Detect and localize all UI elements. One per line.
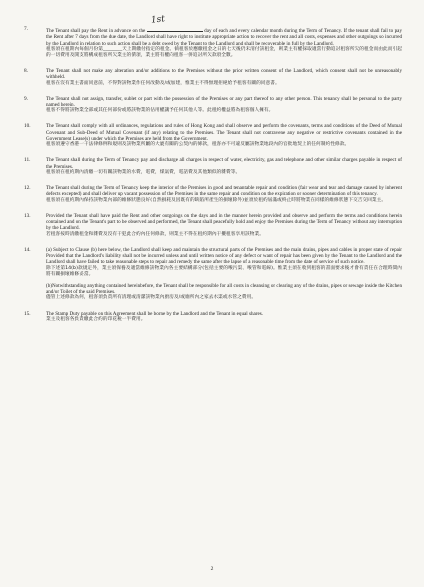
clause-english: The Tenant shall during the Term of Tenancy keep the interior of the Premises in good and tenantable repair and condition (fair wear and tear and damage caused by inherent defects excepted) and shall deliver up vacant possession of the Premises in the same repair and condition on the expiration or sooner determination of this tenancy.	[46, 185, 402, 198]
clause-chinese: 租客須在租期內每個月份第________天上期繳付指定的租金。倘租客於應繳租金之日的七天後仍未清付該租金，則業主有權採取適當行動追討租客所欠的租金而由此而引起的一切費用及開支將構成租客所欠業主的債項，業主將有權向租客一併追討所欠款項全數。	[46, 46, 402, 58]
clause-english: The Tenant shall not assign, transfer, sublet or part with the possession of the Premises or any part thereof to any other person. This tenancy shall be personal to the party named herein.	[46, 95, 402, 109]
clause-chinese: 租客不得將該物業全部或其任何部份或將該物業的佔用權讓予任何其他人等。此租約權益將為租客個人擁有。	[46, 108, 274, 114]
clause-11	[22, 157, 402, 176]
clause-english: Provided the Tenant shall have paid the Rent and other outgoings on the days and in the manner herein provided and observe and perform the terms and conditions herein contained and on the Tenant's part to be observed and performed, the Tenant shall peacefully hold and enjoy the Premises during the Term of Tenancy without any interruption by the Landlord.	[46, 212, 402, 232]
clause-chinese: 租客在沒有業主書面同意前，不得對該物業作任何改動及/或加建，惟業主不得無理拒絕給予租客有關的同意書。	[46, 80, 280, 86]
clause-english	[46, 14, 402, 47]
clause-english: The Tenant shall during the Term of Tenancy pay and discharge all charges in respect of water, electricity, gas and telephone and other similar charges payable in respect of the Premises.	[46, 157, 402, 170]
clause-number: 13.	[24, 212, 31, 219]
clause-english: The Stamp Duty payable on this Agreement shall be borne by the Landlord and the Tenant in equal shares.	[46, 310, 263, 317]
clause-english-sub-b: (b)Notwithstanding anything contained hereinbefore, the Tenant shall be responsible for all costs in cleansing or clearing any of the drains, pipes or sewage inside the Kitchen and/or Toilet of the said Premises.	[46, 282, 402, 296]
clause-chinese: 租客須遵守香港一干法律條例和規則及該物業所屬的大廈有關的公契內的條款，租客亦不可違反屬該物業地段內的官批地契上的任何制約性條款。	[46, 142, 350, 148]
clause-text-post: day of each and every calendar month during the Term of Tenancy. If the tenant shall fail to pay the Rent after 7 days from the due date, the Landlord shall have right to institute appropriate action to recover the rent and all costs, expenses and other outgoings so incurred by the Landlord in relation to such action shall be a debt owed by the Tenant to the Landlord and shall be recoverable in full by the Landlord.	[46, 28, 402, 47]
clause-number: 12.	[24, 185, 31, 192]
clause-14	[22, 247, 402, 302]
clause-number: 14.	[24, 246, 31, 253]
clause-chinese: 除下述第14(b)款規定外，業主須保養及適當維修該物業內各主要結構部分(包括主要的喉污渠、喉管和電線)。惟業主須在收到租客的書面要求後才會有責任在合理時間內將有關損壞維修妥當。	[46, 265, 402, 277]
clause-chinese: 租客須在租約期內保持該物業內部的維修狀態良好(自然損耗及因既有的缺陷所產生的損壞除外)並須於租約屆滿或終止時將物業在同樣的維修狀態下交吉交回業主。	[46, 197, 387, 203]
clause-10	[22, 123, 402, 148]
clause-number: 10.	[24, 123, 31, 130]
handwritten-entry: 1st	[150, 14, 166, 26]
clause-chinese: 租客須在租約期內清繳一切有關該物業的水費，電費，煤氣費，電話費及其他類似的雜費等。	[46, 170, 241, 176]
clause-8	[22, 68, 402, 87]
clause-number: 7.	[24, 26, 28, 32]
fill-in-blank	[147, 14, 203, 32]
clause-number: 8.	[24, 68, 28, 75]
clause-12	[22, 185, 402, 204]
clause-chinese-sub-b: 儘管上述條款為何，租客須負責所有清理或清潔該物業內廚房及/或廁所內之家去水渠或水管之費用。	[46, 295, 257, 301]
clause-13	[22, 213, 402, 238]
clause-text-pre: The Tenant shall pay the Rent in advance on the	[46, 28, 146, 34]
page-number: 2	[210, 566, 214, 572]
clause-english: The Tenant shall not make any alteration and/or additions to the Premises without the prior written consent of the Landlord, which consent shall not be unreasonably withheld.	[46, 68, 402, 81]
clause-number: 15.	[24, 310, 31, 317]
clause-chinese: 業主及租客各負責繳此合約的印花稅一半費用。	[46, 316, 146, 322]
clause-15	[22, 311, 402, 323]
clause-7	[22, 14, 402, 59]
clause-number: 9.	[24, 95, 28, 102]
clause-number: 11.	[24, 157, 31, 164]
clause-english: The Tenant shall comply with all ordinances, regulations and rules of Hong Kong and shall observe and perform the covenants, terms and conditions of the Deed of Mutual Covenant and Sub-Deed of Mutual Covenant (if any) relating to the Premises. The Tenant shall not contravene any negative or restrictive covenants contained in the Government Lease(s) under which the Premises are held from the Government.	[46, 123, 402, 143]
clause-english: (a) Subject to Clause (b) here below, the Landlord shall keep and maintain the structural parts of the Premises and the main drains, pipes and cables in proper state of repair Provided that the Landlord's liability shall not be incurred unless and until written notice of any defect or want of repair has been given by the Tenant to the Landlord and the Landlord shall have failed to take reasonable steps to repair and remedy the same after the lapse of a reasonable time from the date of service of such notice.	[46, 246, 402, 266]
clause-chinese: 若租客按時清繳租金和雜費及沒有干犯此合約內任何條款，則業主不得在租約期內干擾租客享用該物業。	[46, 231, 264, 237]
clause-9	[22, 96, 402, 115]
